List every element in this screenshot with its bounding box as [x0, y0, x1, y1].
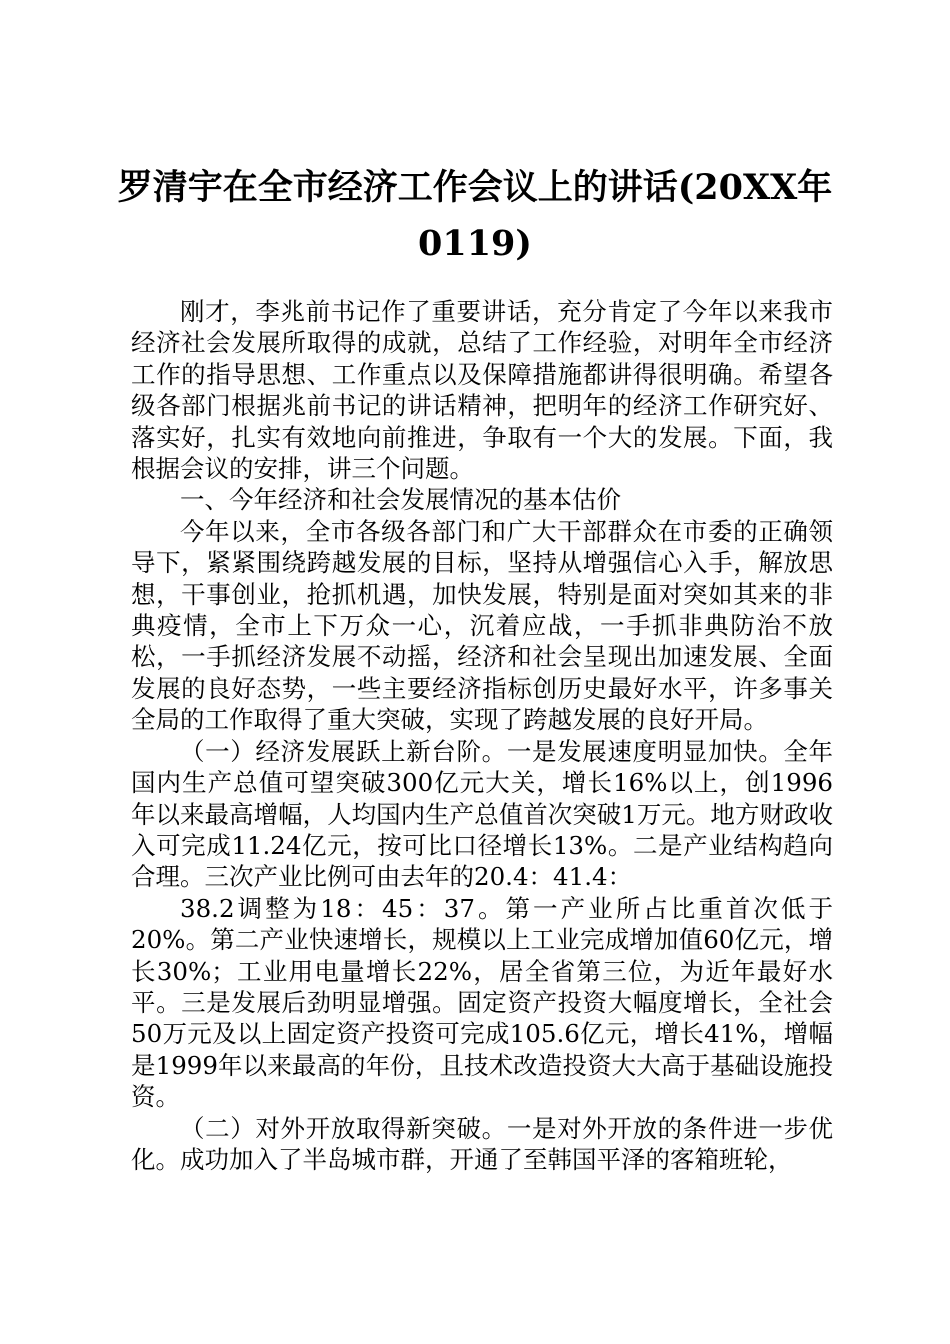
paragraph-overview: 今年以来，全市各级各部门和广大干部群众在市委的正确领导下，紧紧围绕跨越发展的目标，坚持从增强信心入手，解放思想，干事创业，抢抓机遇，加快发展，特别是面对突如其来的非典疫情，全市上下万众一心，沉着应战，一手抓非典防治不放松，一手抓经济发展不动摇，经济和社会呈现出加速发展、全面发展的良好态势，一些主要经济指标创历史最好水平，许多事关全局的工作取得了重大突破，实现了跨越发展的良好开局。	[131, 516, 833, 735]
title-line-2: 0119)	[418, 223, 532, 264]
paragraph-economy-cont: 38.2调整为18：45：37。第一产业所占比重首次低于20%。第二产业快速增长，规模以上工业完成增加值60亿元，增长30%；工业用电量增长22%，居全省第三位，为近年最好水平。三是发展后劲明显增强。固定资产投资大幅度增长，全社会50万元及以上固定资产投资可完成105.6亿元，增长41%，增幅是1999年以来最高的年份，且技术改造投资大大高于基础设施投资。	[131, 893, 833, 1112]
paragraph-economy: （一）经济发展跃上新台阶。一是发展速度明显加快。全年国内生产总值可望突破300亿元大关，增长16%以上，创1996年以来最高增幅，人均国内生产总值首次突破1万元。地方财政收入可完成11.24亿元，按可比口径增长13%。二是产业结构趋向合理。三次产业比例可由去年的20.4：41.4：	[131, 736, 833, 892]
paragraph-opening: （二）对外开放取得新突破。一是对外开放的条件进一步优化。成功加入了半岛城市群，开通了至韩国平泽的客箱班轮，	[131, 1113, 833, 1174]
title-line-1: 罗清宇在全市经济工作会议上的讲话(20XX年	[117, 167, 833, 208]
document-title	[115, 160, 835, 272]
section-heading-1: 一、今年经济和社会发展情况的基本估价	[180, 485, 621, 515]
document-body	[131, 296, 833, 1175]
paragraph-intro: 刚才，李兆前书记作了重要讲话，充分肯定了今年以来我市经济社会发展所取得的成就，总结了工作经验，对明年全市经济工作的指导思想、工作重点以及保障措施都讲得很明确。希望各级各部门根据兆前书记的讲话精神，把明年的经济工作研究好、落实好，扎实有效地向前推进，争取有一个大的发展。下面，我根据会议的安排，讲三个问题。	[131, 297, 833, 484]
